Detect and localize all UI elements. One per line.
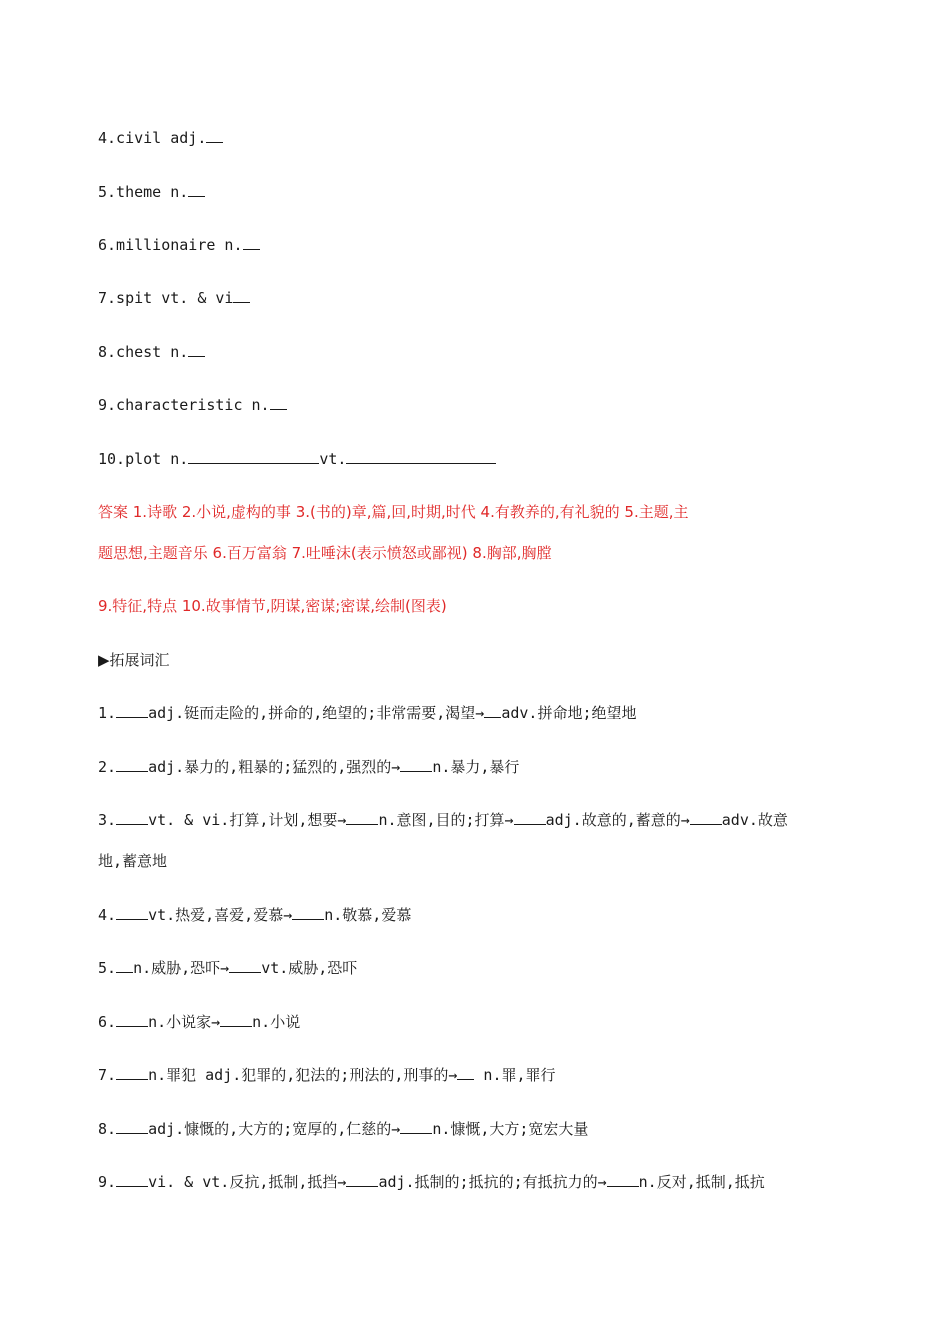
- answer-blank[interactable]: [233, 288, 250, 303]
- item-number: 8.: [98, 1120, 117, 1138]
- item-text: vt.热爱,喜爱,爱慕→: [148, 906, 293, 924]
- answer-blank[interactable]: [206, 128, 223, 143]
- item-text: adj.暴力的,粗暴的;猛烈的,强烈的→: [148, 758, 401, 776]
- item-text: adj.慷慨的,大方的;宽厚的,仁慈的→: [148, 1120, 401, 1138]
- answer-blank[interactable]: [188, 182, 205, 197]
- item-text: n.慷慨,大方;宽宏大量: [432, 1120, 589, 1138]
- vocab-item-spit: [98, 288, 250, 308]
- item-text: adv.故意: [721, 811, 788, 829]
- item-text: n.反对,抵制,抵抗: [638, 1173, 765, 1191]
- item-number: 5.: [98, 959, 117, 977]
- item-text: vt. & vi.打算,计划,想要→: [148, 811, 347, 829]
- item-text: n.小说家→: [148, 1013, 221, 1031]
- answer-blank[interactable]: [270, 395, 287, 410]
- vocab-text: 10.plot n.: [98, 450, 189, 468]
- answer-blank[interactable]: [116, 703, 148, 718]
- ext-item-5: [98, 958, 357, 978]
- answer-key-line-1: 答案 1.诗歌 2.小说,虚构的事 3.(书的)章,篇,回,时期,时代 4.有教养的,有礼貌的 5.主题,主: [98, 503, 689, 521]
- item-text: n.罪,罪行: [474, 1066, 556, 1084]
- answer-blank[interactable]: [116, 757, 148, 772]
- ext-item-8: [98, 1119, 588, 1139]
- answer-key-line-3: 9.特征,特点 10.故事情节,阴谋,密谋;密谋,绘制(图表): [98, 597, 447, 615]
- ext-item-4: [98, 905, 411, 925]
- item-number: 1.: [98, 704, 117, 722]
- answer-blank[interactable]: [346, 810, 378, 825]
- item-text: n.罪犯 adj.犯罪的,犯法的;刑法的,刑事的→: [148, 1066, 458, 1084]
- item-number: 4.: [98, 906, 117, 924]
- item-text: n.敬慕,爱慕: [324, 906, 412, 924]
- item-text: vt.威胁,恐吓: [261, 959, 358, 977]
- vocab-item-characteristic: [98, 395, 287, 415]
- section-title: ▶拓展词汇: [98, 651, 170, 669]
- vocab-item-civil: [98, 128, 223, 148]
- vocab-text: vt.: [319, 450, 347, 468]
- answer-blank[interactable]: [116, 958, 133, 973]
- answer-key-line-2: 题思想,主题音乐 6.百万富翁 7.吐唾沫(表示愤怒或鄙视) 8.胸部,胸膛: [98, 544, 552, 562]
- ext-item-6: [98, 1012, 300, 1032]
- vocab-text: 5.theme n.: [98, 183, 189, 201]
- ext-item-9: [98, 1172, 765, 1192]
- answer-blank[interactable]: [514, 810, 546, 825]
- item-text: n.小说: [252, 1013, 301, 1031]
- item-text: vi. & vt.反抗,抵制,抵挡→: [148, 1173, 347, 1191]
- vocab-text: 4.civil adj.: [98, 129, 207, 147]
- item-text: adj.铤而走险的,拼命的,绝望的;非常需要,渴望→: [148, 704, 485, 722]
- answer-blank[interactable]: [116, 1012, 148, 1027]
- answer-blank[interactable]: [188, 342, 205, 357]
- answer-blank[interactable]: [690, 810, 722, 825]
- vocab-item-chest: [98, 342, 205, 362]
- answer-blank[interactable]: [116, 1065, 148, 1080]
- item-number: 9.: [98, 1173, 117, 1191]
- answer-blank[interactable]: [346, 449, 496, 464]
- ext-item-3-continued: 地,蓄意地: [98, 852, 168, 870]
- item-text: adv.拼命地;绝望地: [501, 704, 637, 722]
- item-number: 6.: [98, 1013, 117, 1031]
- answer-blank[interactable]: [116, 1119, 148, 1134]
- answer-blank[interactable]: [484, 703, 501, 718]
- answer-blank[interactable]: [116, 810, 148, 825]
- ext-item-7: [98, 1065, 556, 1085]
- answer-blank[interactable]: [400, 757, 432, 772]
- ext-item-2: [98, 757, 519, 777]
- answer-blank[interactable]: [400, 1119, 432, 1134]
- answer-blank[interactable]: [116, 1172, 148, 1187]
- item-text: adj.抵制的;抵抗的;有抵抗力的→: [378, 1173, 607, 1191]
- vocab-text: 6.millionaire n.: [98, 236, 243, 254]
- vocab-text: 8.chest n.: [98, 343, 189, 361]
- answer-blank[interactable]: [229, 958, 261, 973]
- vocab-item-theme: [98, 182, 205, 202]
- vocab-text: 9.characteristic n.: [98, 396, 270, 414]
- item-text: n.意图,目的;打算→: [378, 811, 514, 829]
- answer-blank[interactable]: [457, 1065, 474, 1080]
- answer-blank[interactable]: [243, 235, 260, 250]
- item-number: 3.: [98, 811, 117, 829]
- item-text: n.威胁,恐吓→: [133, 959, 230, 977]
- vocab-item-millionaire: [98, 235, 260, 255]
- answer-blank[interactable]: [346, 1172, 378, 1187]
- answer-blank[interactable]: [607, 1172, 639, 1187]
- item-text: n.暴力,暴行: [432, 758, 520, 776]
- item-number: 2.: [98, 758, 117, 776]
- answer-blank[interactable]: [188, 449, 319, 464]
- answer-blank[interactable]: [292, 905, 324, 920]
- item-number: 7.: [98, 1066, 117, 1084]
- vocab-item-plot: [98, 449, 496, 469]
- answer-blank[interactable]: [116, 905, 148, 920]
- ext-item-3: [98, 810, 788, 830]
- answer-blank[interactable]: [220, 1012, 252, 1027]
- item-text: adj.故意的,蓄意的→: [545, 811, 690, 829]
- ext-item-1: [98, 703, 637, 723]
- vocab-text: 7.spit vt. & vi: [98, 289, 234, 307]
